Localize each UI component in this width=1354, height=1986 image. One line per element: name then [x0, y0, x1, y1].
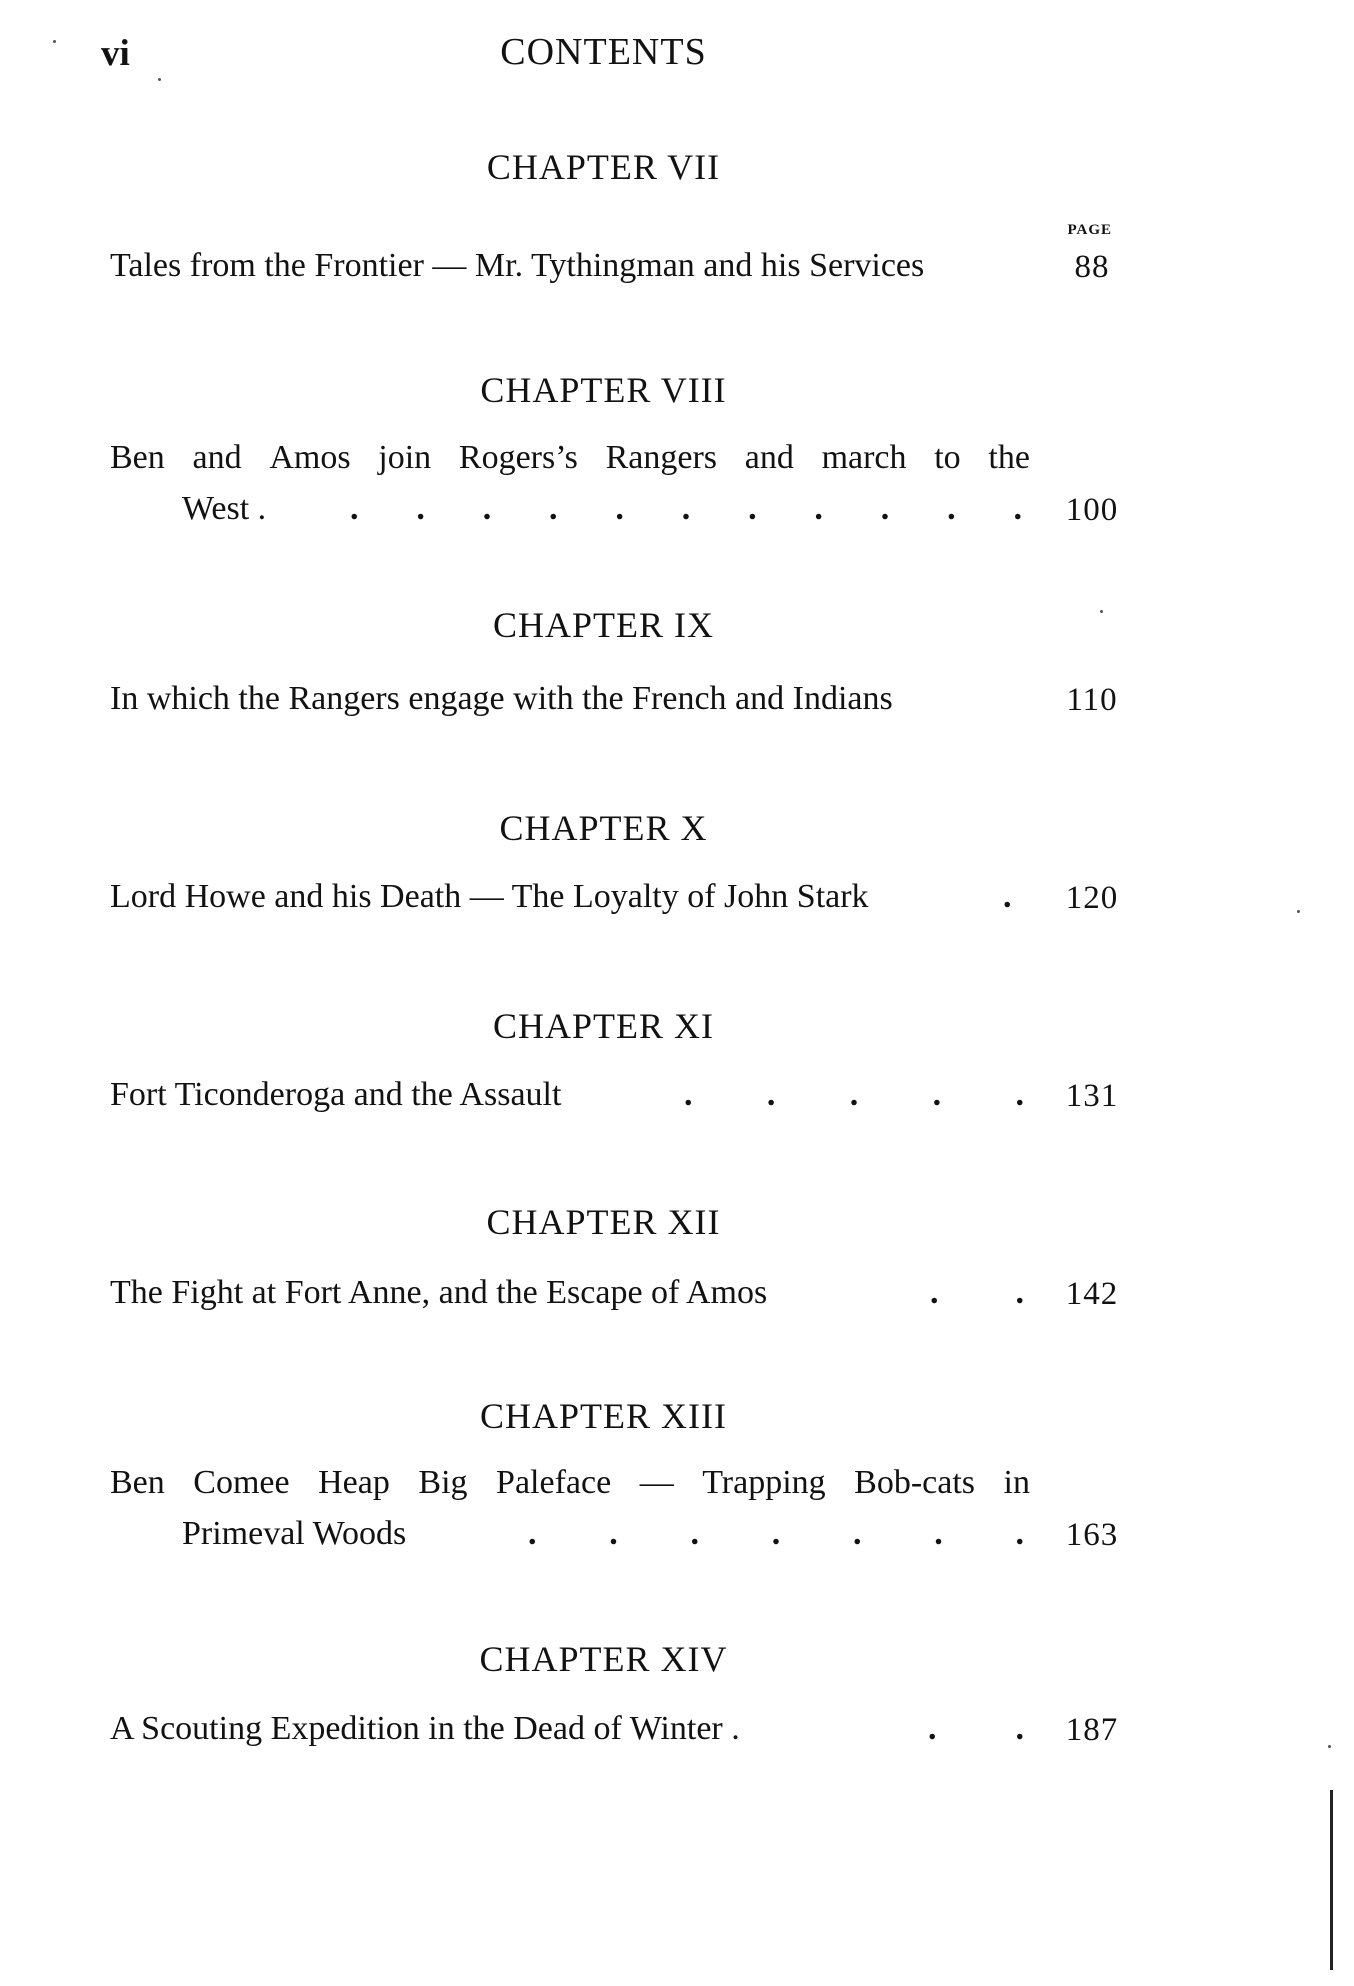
chapter-page-number: 120 [1065, 880, 1119, 916]
word: Heap [318, 1464, 390, 1501]
chapter-page-number: 187 [1065, 1712, 1119, 1748]
chapter-title-line [110, 438, 1030, 478]
chapter-heading: CHAPTER IX [492, 605, 714, 645]
scan-speck [1100, 610, 1103, 613]
chapter-title-line [110, 1463, 1030, 1503]
scan-edge-mark [1330, 1790, 1333, 1970]
word: Trapping [702, 1464, 826, 1501]
page-column-label: PAGE [1067, 222, 1112, 238]
word: Ben [110, 439, 165, 476]
chapter-heading: CHAPTER XII [486, 1202, 721, 1242]
word: join [378, 439, 432, 476]
chapter-heading: CHAPTER XIII [480, 1396, 727, 1436]
chapter-page-number: 100 [1065, 492, 1119, 528]
word: march [821, 439, 907, 476]
chapter-title: Tales from the Frontier — Mr. Tythingman and his Services [110, 247, 925, 284]
chapter-title: In which the Rangers engage with the French and Indians [110, 680, 893, 717]
chapter-title: Lord Howe and his Death — The Loyalty of John Stark [110, 878, 869, 915]
word: — [639, 1464, 674, 1501]
word: to [934, 439, 961, 476]
chapter-heading: CHAPTER XI [492, 1006, 714, 1046]
word: in [1003, 1464, 1030, 1501]
dot-leader: . . . . . . . [528, 1515, 1024, 1552]
dot-leader: . . [928, 1710, 1024, 1747]
chapter-title: A Scouting Expedition in the Dead of Winter . [110, 1710, 740, 1747]
chapter-title: The Fight at Fort Anne, and the Escape of Amos [110, 1274, 768, 1311]
chapter-title-line: Primeval Woods [182, 1515, 407, 1552]
word: Paleface [496, 1464, 612, 1501]
chapter-page-number: 142 [1065, 1276, 1119, 1312]
word: Rogers’s [458, 439, 578, 476]
word: Ben [110, 1464, 165, 1501]
word: Comee [193, 1464, 290, 1501]
word: and [192, 439, 242, 476]
word: and [744, 439, 794, 476]
chapter-heading: CHAPTER VIII [480, 370, 727, 410]
dot-leader: . [1003, 878, 1012, 915]
chapter-page-number: 131 [1065, 1078, 1119, 1114]
chapter-page-number: 110 [1066, 682, 1118, 718]
word: Big [418, 1464, 468, 1501]
word: Bob-cats [854, 1464, 976, 1501]
scan-speck [1328, 1745, 1331, 1748]
dot-leader: . . . . . . . . . . . [350, 490, 1022, 527]
scan-speck [158, 78, 161, 81]
word: Amos [269, 439, 351, 476]
running-head: CONTENTS [500, 31, 707, 73]
page-number: vi [101, 33, 130, 74]
word: the [988, 439, 1030, 476]
scan-speck [53, 40, 56, 43]
chapter-heading: CHAPTER VII [486, 147, 721, 187]
scan-speck [1297, 910, 1300, 913]
chapter-heading: CHAPTER X [499, 808, 708, 848]
word: Rangers [605, 439, 718, 476]
dot-leader: . . [930, 1274, 1024, 1311]
chapter-heading: CHAPTER XIV [479, 1639, 728, 1679]
dot-leader: . . . . . [684, 1076, 1024, 1113]
chapter-title-line: West . [182, 490, 267, 527]
chapter-page-number: 88 [1074, 249, 1110, 285]
chapter-title: Fort Ticonderoga and the Assault [110, 1076, 562, 1113]
chapter-page-number: 163 [1065, 1517, 1119, 1553]
